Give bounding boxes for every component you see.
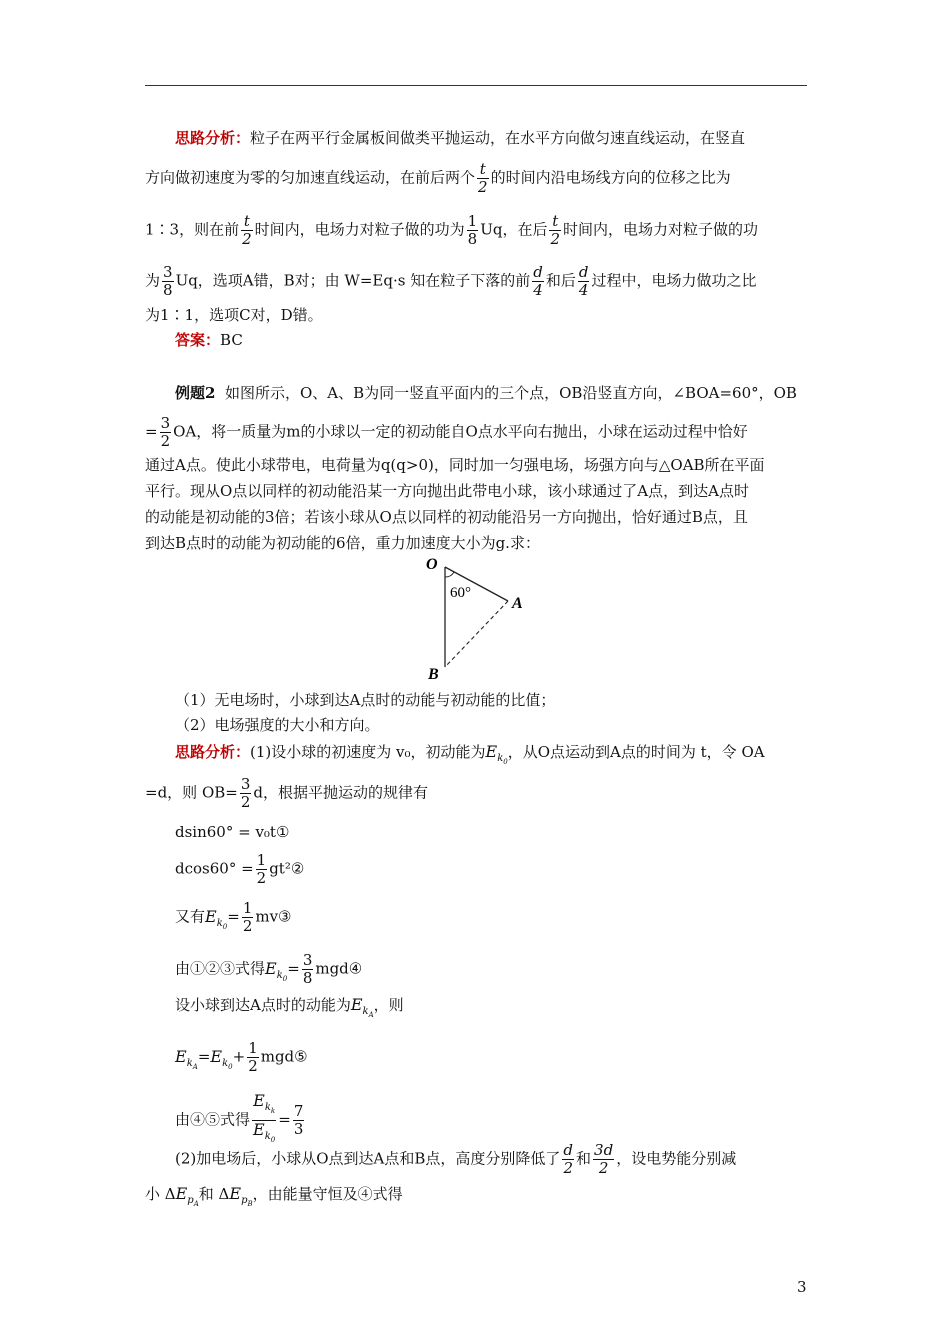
analysis1-line2: 方向做初速度为零的匀加速直线运动，在前后两个 $\frac{t}{2}$ 的时间内沿电场线方向的位移之比为 xyxy=(145,160,731,196)
equation-1: dsin60° = v₀t① xyxy=(175,823,290,841)
label-o: O xyxy=(426,556,438,573)
angle-label: 60° xyxy=(450,585,471,601)
answer-value: BC xyxy=(220,331,243,349)
analysis2-line1: 思路分析：(1)设小球的初速度为 v₀，初动能为$E_{k_0}$，从O点运动到A点的时间为 t，令 OA xyxy=(175,742,765,767)
equation-5: 设小球到达A点时的动能为$E_{k_A}$，则 xyxy=(175,995,404,1020)
question-2: （2）电场强度的大小和方向。 xyxy=(175,716,380,734)
example2-line2: = $\frac{3}{2}$ OA，将一质量为m的小球以一定的初动能自O点水平向右抛出，小球在运动过程中恰好 xyxy=(145,414,748,450)
equation-3: 又有$E_{k_0}=$ $\frac{1}{2}$ mv③ xyxy=(175,899,292,935)
equation-7: 由④⑤式得 $\frac{E_{k_k}}{E_{k_0}}$ = $\frac{7}{3}$ xyxy=(175,1091,304,1145)
analysis2-part2-line1: (2)加电场后，小球从O点到达A点和B点，高度分别降低了 $\frac{d}{2}$ 和 $\frac{3d}{2}$ ，设电势能分别减 xyxy=(175,1141,737,1177)
triangle-figure xyxy=(420,555,540,689)
line-ab xyxy=(445,601,508,667)
equation-4: 由①②③式得$E_{k_0}=$ $\frac{3}{8}$ mgd④ xyxy=(175,951,363,987)
page-number: 3 xyxy=(797,1278,807,1296)
triangle-diagram xyxy=(420,555,540,685)
example2-line3: 通过A点。使此小球带电，电荷量为q(q>0)，同时加一匀强电场，场强方向与△OAB所在平面 xyxy=(145,456,765,474)
analysis1-line4: 为 $\frac{3}{8}$ Uq，选项A错，B对；由 W=Eq·s 知在粒子下落的前 $\frac{d}{4}$ 和后 $\frac{d}{4}$ 过程中，电场力做功之比 xyxy=(145,263,757,299)
question-1: （1）无电场时，小球到达A点时的动能与初动能的比值； xyxy=(175,691,556,709)
analysis2-line2: =d，则 OB= $\frac{3}{2}$ d，根据平抛运动的规律有 xyxy=(145,775,428,811)
answer-line xyxy=(145,330,243,350)
label-a: A xyxy=(512,595,523,612)
example2-line5: 的动能是初动能的3倍；若该小球从O点以同样的初动能沿另一方向抛出，恰好通过B点，且 xyxy=(145,508,748,526)
analysis2-part2-line2: 小 $\Delta E_{p_A}$和 $\Delta E_{p_B}$，由能量守恒及④式得 xyxy=(145,1184,403,1209)
analysis1-line3: 1∶3，则在前 $\frac{t}{2}$ 时间内，电场力对粒子做的功为 $\frac{1}{8}$ Uq，在后 $\frac{t}{2}$ 时间内，电场力对粒子做的功 xyxy=(145,212,759,248)
analysis-label-2: 思路分析： xyxy=(175,743,251,761)
example2-line4: 平行。现从O点以同样的初动能沿某一方向抛出此带电小球，该小球通过了A点，到达A点时 xyxy=(145,482,749,500)
answer-label: 答案： xyxy=(175,331,221,349)
equation-6: $E_{k_A}=E_{k_0}+$ $\frac{1}{2}$ mgd⑤ xyxy=(175,1039,308,1075)
angle-arc xyxy=(445,572,454,577)
analysis1-line5: 为1∶1，选项C对，D错。 xyxy=(145,306,323,324)
analysis1-line1: 思路分析：粒子在两平行金属板间做类平抛运动，在水平方向做匀速直线运动，在竖直 xyxy=(175,129,746,147)
example2-line1: 例题2 如图所示，O、A、B为同一竖直平面内的三个点，OB沿竖直方向，∠BOA=60°，OB xyxy=(175,384,797,402)
label-b: B xyxy=(428,666,439,683)
header-rule xyxy=(145,85,807,86)
example-label: 例题2 xyxy=(175,384,216,402)
analysis-label: 思路分析： xyxy=(175,129,251,147)
example2-line6: 到达B点时的动能为初动能的6倍，重力加速度大小为g.求： xyxy=(145,534,540,552)
equation-2: dcos60° = $\frac{1}{2}$ gt²② xyxy=(175,851,305,887)
